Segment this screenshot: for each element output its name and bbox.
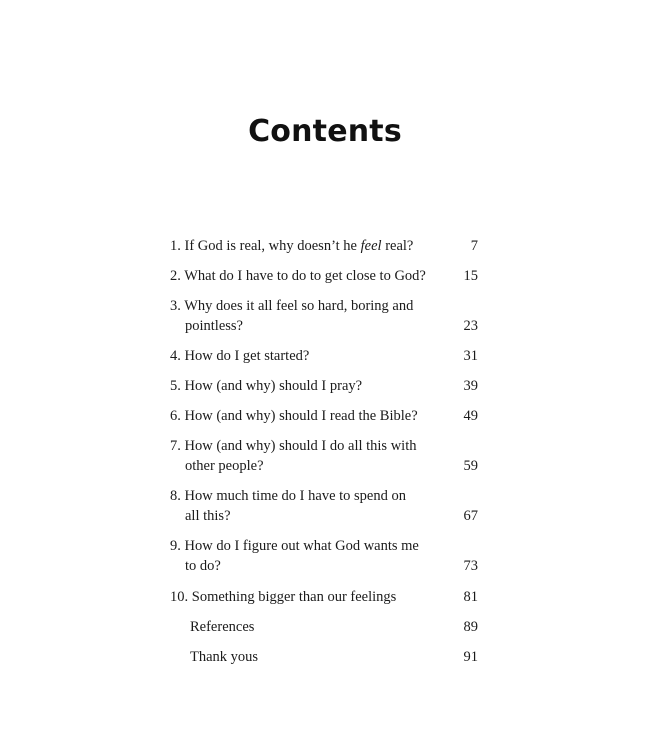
toc-entry-title: How much time do I have to spend on [184,488,406,504]
toc-entry-5 [170,376,480,396]
toc-entry-4 [170,346,480,366]
toc-entry-title: How (and why) should I pray? [184,378,363,394]
toc-page-number: 91 [463,649,478,665]
toc-entry-title: How (and why) should I read the Bible? [184,408,418,424]
toc-page-number: 89 [463,619,478,635]
toc-page-number: 49 [463,408,478,424]
toc-entry-2 [170,266,480,286]
toc-entry-6 [170,406,480,426]
toc-entry-title: References [190,619,255,635]
toc-entry-title: Thank yous [190,649,259,665]
toc-entry-7 [170,436,480,476]
toc-entry-title: How (and why) should I do all this with [184,438,417,454]
toc-entry-8 [170,486,480,526]
toc-entry-1 [170,236,480,256]
toc-entry-thank-yous [190,647,480,667]
toc-entry-number: 2. [170,268,181,284]
toc-entry-title-continued: pointless? [185,318,243,334]
toc-entry-number: 5. [170,378,181,394]
toc-entry-number: 1. [170,238,181,254]
toc-entry-title: What do I have to do to get close to God? [184,268,426,284]
toc-entry-title: Why does it all feel so hard, boring and [184,298,414,314]
toc-entry-title: How do I get started? [184,348,310,364]
toc-entry-number: 10. [170,589,189,605]
page-title: Contents [248,114,402,149]
toc-entry-title-continued: other people? [185,458,264,474]
toc-page-number: 31 [463,348,478,364]
toc-entry-number: 7. [170,438,181,454]
toc-entry-number: 9. [170,538,181,554]
toc-entry-emphasis: feel [360,238,382,254]
toc-page-number: 59 [463,458,478,474]
toc-entry-title: If God is real, why doesn’t he feel real? [184,238,414,254]
toc-entry-title: How do I figure out what God wants me [184,538,419,554]
toc-entry-references [190,617,480,637]
toc-page-number: 23 [463,318,478,334]
toc-entry-title: Something bigger than our feelings [191,589,397,605]
toc-page-number: 67 [463,508,478,524]
toc-page-number: 15 [463,268,478,284]
toc-entry-3 [170,296,480,336]
toc-page-number: 7 [470,238,478,254]
toc-entry-title-continued: to do? [185,558,221,574]
toc-entry-number: 4. [170,348,181,364]
toc-page-number: 81 [463,589,478,605]
toc-entry-10 [170,587,480,607]
toc-entry-title-continued: all this? [185,508,231,524]
toc-page-number: 73 [463,558,478,574]
toc-entry-number: 3. [170,298,181,314]
toc-entry-number: 8. [170,488,181,504]
toc-entry-9 [170,536,480,576]
toc-entry-number: 6. [170,408,181,424]
toc-page-number: 39 [463,378,478,394]
